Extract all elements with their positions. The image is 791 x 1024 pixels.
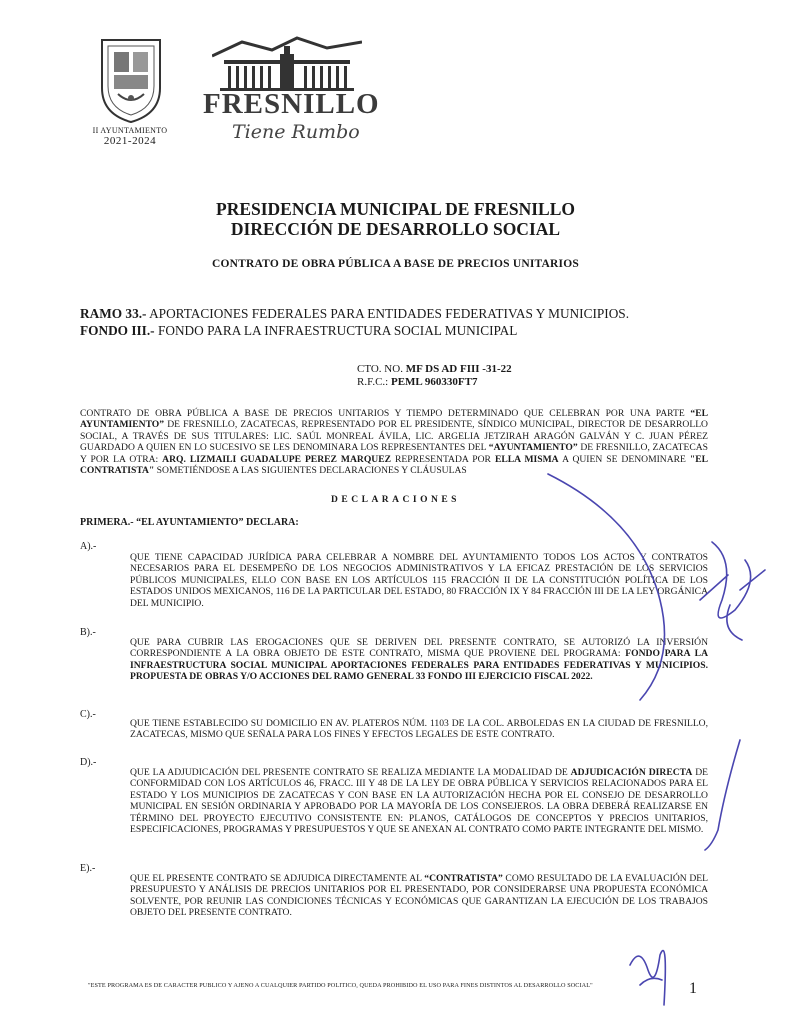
intro-bold-5: "EL CONTRATISTA"	[80, 453, 709, 477]
clause-e-text	[130, 873, 708, 919]
clause-a-text: QUE TIENE CAPACIDAD JURÍDICA PARA CELEBRAR A NOMBRE DEL AYUNTAMIENTO TODOS LOS ACTOS Y CONTRATOS NECESARIOS PARA EL DESEMPEÑO DE LOS NEGOCIOS ADMINISTRATIVOS Y LA EFICAZ PRESTACIÓN DE LOS SERVICIOS PÚBLICOS MUNICIPALES, ELLO CON BASE EN LOS ARTÍCULOS 115 FRACCIÓN II DE LA CONSTITUCIÓN POLÍTICA DE LOS ESTADOS UNIDOS MEXICANOS, 116 DE LA PARTICULAR DEL ESTADO, 80 FRACCIÓN IX Y 84 FRACCIÓN III DE LA LEY ORGÁNICA DEL MUNICIPIO.	[130, 552, 708, 609]
clause-d-bold: ADJUDICACIÓN DIRECTA	[570, 767, 693, 778]
title-direccion: DIRECCIÓN DE DESARROLLO SOCIAL	[230, 219, 561, 239]
brand-name: FRESNILLO	[203, 88, 380, 120]
clause-b-text	[130, 637, 708, 683]
clause-c-text: QUE TIENE ESTABLECIDO SU DOMICILIO EN AV. PLATEROS NÚM. 1103 DE LA COL. ARBOLEDAS EN LA CIUDAD DE FRESNILLO, ZACATECAS, MISMO QUE SEÑALA PARA LOS FINES Y EFECTOS LEGALES DE ESTE CONTRATO.	[130, 718, 708, 741]
intro-text-2: DE FRESNILLO, ZACATECAS, REPRESENTADO POR EL PRESIDENTE, SÍNDICO MUNICIPAL, DIRECTOR DE DESARROLLO SOCIAL, A TRAVÉS DE SUS TITULARES: LIC. SAÚL MONREAL ÁVILA, LIC. ARGELIA JETZIRAH ARAGÓN GALVÁN Y C. JUAN PÉREZ GUARDADO A QUIEN EN LO SUCESIVO SE LES DENOMINARA LOS REPRESENTANTES DEL	[80, 419, 708, 454]
fondo-label: FONDO III.-	[80, 323, 155, 338]
fresnillo-building-logo	[212, 36, 362, 92]
signature-right-bottom	[705, 740, 740, 850]
intro-bold-4: ELLA MISMA	[494, 453, 559, 465]
cto-label: CTO. NO.	[357, 363, 406, 375]
ayuntamiento-years: 2021-2024	[103, 135, 157, 147]
clause-d-text	[130, 767, 708, 835]
primera-heading: PRIMERA.- “EL AYUNTAMIENTO” DECLARA:	[80, 517, 299, 528]
municipal-seal-logo	[96, 36, 166, 124]
ayuntamiento-label	[80, 127, 180, 147]
fondo-line	[80, 322, 720, 339]
clause-d-text-2: DE CONFORMIDAD CON LOS ARTÍCULOS 46, FRACC. III Y 48 DE LA LEY DE OBRA PÚBLICA Y SERVICIOS RELACIONADOS PARA EL ESTADO Y LOS MUNICIPIOS DE ZACATECAS Y CON BASE EN LA AUTORIZACIÓN HECHA POR EL CONSEJO DE DESARROLLO MUNICIPAL EN SESIÓN ORDINARIA Y APROBADO POR LA MAYORÍA DE LOS CONSEJEROS. LA OBRA DEBERÁ REALIZARSE EN TÉRMINO DEL PROYECTO EJECUTIVO CONSISTENTE EN: PLANOS, CATÁLOGOS DE CONCEPTOS Y PRECIOS UNITARIOS, ESPECIFICACIONES, PROGRAMAS Y PRESUPUESTOS Y QUE SE ANEXAN AL CONTRATO COMO PARTE INTEGRANTE DEL MISMO.	[130, 767, 708, 836]
ramo-fondo-block	[80, 305, 720, 339]
ayuntamiento-name: II AYUNTAMIENTO	[92, 126, 168, 135]
fondo-text: FONDO PARA LA INFRAESTRUCTURA SOCIAL MUNICIPAL	[154, 323, 518, 338]
clause-c-label: C).-	[80, 709, 96, 720]
cto-line	[357, 363, 512, 376]
intro-text-6: SOMETIÉNDOSE A LAS SIGUIENTES DECLARACIONES Y CLÁUSULAS	[154, 465, 467, 477]
intro-text-4: REPRESENTADA POR	[391, 453, 495, 465]
rfc-value: PEML 960330FT7	[390, 376, 478, 388]
declaraciones-heading: DECLARACIONES	[331, 495, 460, 505]
intro-bold-2: “AYUNTAMIENTO”	[488, 442, 578, 454]
signature-right-top	[700, 542, 765, 640]
clause-a-label: A).-	[80, 541, 97, 552]
signature-bottom	[630, 951, 665, 1005]
rfc-line	[357, 376, 512, 389]
ramo-line	[80, 305, 720, 322]
ramo-label: RAMO 33.-	[80, 306, 147, 321]
footer-legend: "ESTE PROGRAMA ES DE CARACTER PUBLICO Y AJENO A CUALQUIER PARTIDO POLITICO, QUEDA PROHIBIDO EL USO PARA FINES DISTINTOS AL DESARROLLO SOCIAL"	[88, 982, 593, 989]
intro-bold-3: ARQ. LIZMAILI GUADALUPE PEREZ MARQUEZ	[162, 453, 392, 465]
intro-text-1: CONTRATO DE OBRA PÚBLICA A BASE DE PRECIOS UNITARIOS Y TIEMPO DETERMINADO QUE CELEBRAN POR UNA PARTE	[80, 408, 691, 419]
intro-text-3: DE FRESNILLO, ZACATECAS Y POR LA OTRA:	[80, 442, 708, 465]
ramo-text: APORTACIONES FEDERALES PARA ENTIDADES FEDERATIVAS Y MUNICIPIOS.	[146, 306, 630, 321]
clause-b-label: B).-	[80, 627, 96, 638]
clause-e-bold: “CONTRATISTA”	[424, 873, 503, 884]
brand-tagline: Tiene Rumbo	[232, 121, 360, 143]
title-presidencia: PRESIDENCIA MUNICIPAL DE FRESNILLO	[216, 199, 575, 219]
contract-id-block	[357, 363, 512, 389]
clause-e-text-2: COMO RESULTADO DE LA EVALUACIÓN DEL PRESUPUESTO Y ANÁLISIS DE PRECIOS UNITARIOS POR EL PRESENTADO, POR CONSIDERARSE UNA PROPUESTA ECONÓMICA SOLVENTE, POR REUNIR LAS CONDICIONES TÉCNICAS Y ECONÓMICAS QUE GARANTIZAN LA EJECUCIÓN DE LOS TRABAJOS OBJETO DEL PRESENTE CONTRATO.	[130, 873, 708, 919]
cto-value: MF DS AD FIII -31-22	[405, 363, 512, 375]
rfc-label: R.F.C.:	[357, 376, 391, 388]
intro-bold-1: “EL AYUNTAMIENTO”	[80, 408, 708, 431]
title-contrato: CONTRATO DE OBRA PÚBLICA A BASE DE PRECIOS UNITARIOS	[212, 258, 579, 270]
clause-b-text-1: QUE PARA CUBRIR LAS EROGACIONES QUE SE DERIVEN DEL PRESENTE CONTRATO, SE AUTORIZÓ LA INVERSIÓN CORRESPONDIENTE A LA OBRA OBJETO DE ESTE CONTRATO, MISMA QUE PROVIENE DEL PROGRAMA:	[130, 637, 708, 660]
page-number: 1	[689, 980, 697, 997]
clause-e-text-1: QUE EL PRESENTE CONTRATO SE ADJUDICA DIRECTAMENTE AL	[130, 873, 425, 884]
intro-text-5: A QUIEN SE DENOMINARE	[558, 453, 690, 465]
clause-b-bold: FONDO PARA LA INFRAESTRUCTURA SOCIAL MUNICIPAL APORTACIONES FEDERALES PARA ENTIDADES FEDERATIVAS Y MUNICIPIOS. PROPUESTA DE OBRAS Y/O ACCIONES DEL RAMO GENERAL 33 FONDO III EJERCICIO FISCAL 2022.	[130, 648, 709, 683]
clause-d-text-1: QUE LA ADJUDICACIÓN DEL PRESENTE CONTRATO SE REALIZA MEDIANTE LA MODALIDAD DE	[130, 767, 571, 778]
intro-paragraph	[80, 408, 708, 476]
clause-e-label: E).-	[80, 863, 96, 874]
clause-d-label: D).-	[80, 757, 97, 768]
